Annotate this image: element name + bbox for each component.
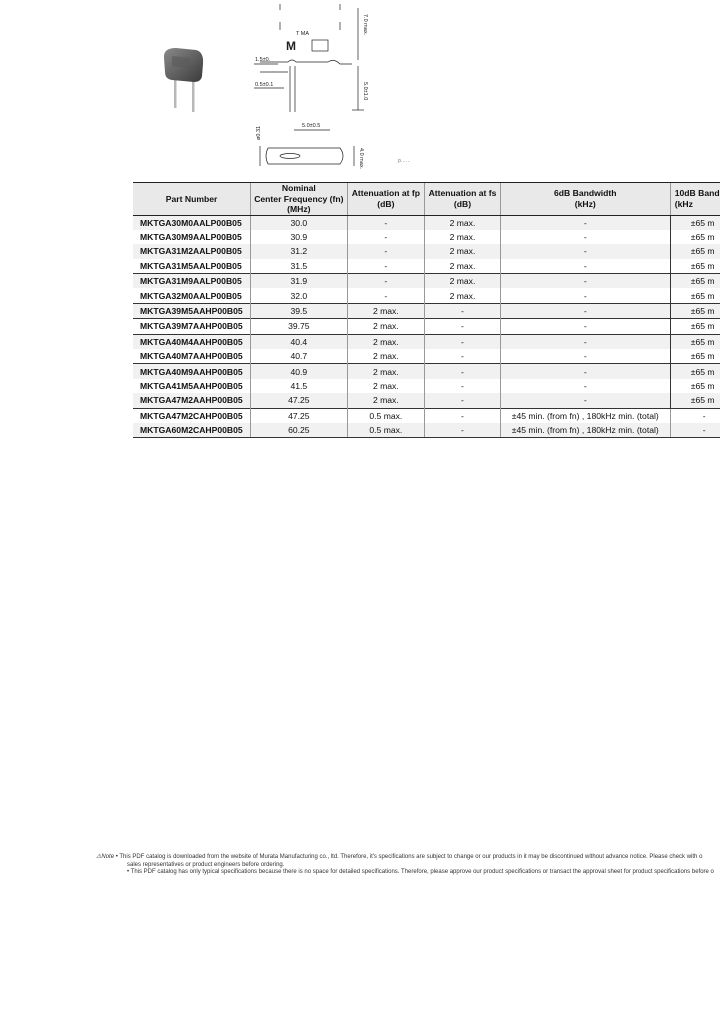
footer-notes <box>96 854 714 877</box>
bandwidth-10db-cell: ±65 m <box>670 349 720 364</box>
svg-text:M: M <box>286 39 296 53</box>
header-attenuation-fs: Attenuation at fs (dB) <box>425 183 501 216</box>
bandwidth-6db-cell: - <box>500 230 670 244</box>
table-row <box>133 303 720 318</box>
bandwidth-6db-cell: - <box>500 364 670 379</box>
frequency-cell: 31.2 <box>251 244 347 258</box>
table-row <box>133 393 720 408</box>
frequency-cell: 41.5 <box>251 379 347 393</box>
bandwidth-10db-cell: ±65 m <box>670 393 720 408</box>
attenuation-fp-cell: - <box>347 230 425 244</box>
table-row <box>133 423 720 438</box>
table-row <box>133 379 720 393</box>
frequency-cell: 32.0 <box>251 288 347 303</box>
part-number-cell: MKTGA41M5AAHP00B05 <box>140 380 243 391</box>
dim-depth: 4.0 max. <box>358 148 364 170</box>
frequency-cell: 47.25 <box>251 393 347 408</box>
attenuation-fp-cell: 2 max. <box>347 393 425 408</box>
part-number-cell: MKTGA39M7AAHP00B05 <box>133 319 251 334</box>
bandwidth-6db-cell: - <box>500 215 670 230</box>
bandwidth-10db-cell: ±65 m <box>670 319 720 334</box>
attenuation-fp-cell: 2 max. <box>347 364 425 379</box>
attenuation-fs-cell: - <box>425 319 501 334</box>
header-attenuation-fp: Attenuation at fp (dB) <box>347 183 425 216</box>
frequency-cell: 30.9 <box>251 230 347 244</box>
frequency-cell: 39.5 <box>251 303 347 318</box>
header-6db-bandwidth: 6dB Bandwidth (kHz) <box>500 183 670 216</box>
table-body <box>133 215 720 438</box>
bandwidth-6db-cell: - <box>500 274 670 289</box>
dim-height: 7.0 max. <box>362 14 368 36</box>
attenuation-fp-cell: 2 max. <box>347 379 425 393</box>
frequency-cell: 40.4 <box>251 334 347 349</box>
note-marker: ⚠Note <box>96 854 115 860</box>
attenuation-fs-cell: - <box>425 393 501 408</box>
attenuation-fp-cell: - <box>347 215 425 230</box>
attenuation-fp-cell: 0.5 max. <box>347 423 425 438</box>
attenuation-fs-cell: - <box>425 303 501 318</box>
part-number-cell: MKTGA31M5AALP00B05 <box>140 260 242 271</box>
attenuation-fs-cell: 2 max. <box>425 288 501 303</box>
attenuation-fs-cell: - <box>425 349 501 364</box>
part-number-cell: MKTGA31M2AALP00B05 <box>133 244 251 258</box>
marking-text: T MA <box>296 31 310 37</box>
table-row <box>133 334 720 349</box>
bandwidth-10db-cell: ±65 m <box>670 259 720 274</box>
bandwidth-6db-cell: - <box>500 288 670 303</box>
bandwidth-10db-cell: ±65 m <box>670 244 720 258</box>
part-number-cell: MKTGA31M9AALP00B05 <box>133 274 251 289</box>
bandwidth-10db-cell: ±65 m <box>670 303 720 318</box>
attenuation-fp-cell: 0.5 max. <box>347 408 425 423</box>
dim-lead-space: 1.5±0. <box>255 57 271 63</box>
bandwidth-6db-cell: - <box>500 319 670 334</box>
frequency-cell: 60.25 <box>251 423 347 438</box>
table-row <box>133 319 720 334</box>
table-row <box>133 408 720 423</box>
part-number-cell: MKTGA32M0AALP00B05 <box>140 290 242 301</box>
bandwidth-10db-cell: ±65 m <box>670 379 720 393</box>
attenuation-fs-cell: - <box>425 379 501 393</box>
attenuation-fs-cell: 2 max. <box>425 259 501 274</box>
bandwidth-10db-cell: ±65 m <box>670 230 720 244</box>
attenuation-fp-cell: - <box>347 274 425 289</box>
dimension-drawing <box>240 0 430 175</box>
dim-pitch: 5.0±0.5 <box>302 123 321 129</box>
bandwidth-10db-cell: ±65 m <box>670 364 720 379</box>
bandwidth-10db-cell: ±65 m <box>670 334 720 349</box>
part-number-cell: MKTGA30M9AALP00B05 <box>140 232 242 243</box>
bandwidth-10db-cell: - <box>670 408 720 423</box>
bandwidth-10db-cell: ±65 m <box>670 288 720 303</box>
part-number-cell: MKTGA47M2AAHP00B05 <box>133 393 251 408</box>
part-number-cell: MKTGA47M2CAHP00B05 <box>133 408 251 423</box>
bandwidth-10db-cell: ±65 m <box>670 215 720 230</box>
table-row <box>133 288 720 303</box>
part-number-cell: MKTGA40M4AAHP00B05 <box>133 334 251 349</box>
dim-lead-length: 5.0±1.0 <box>362 82 368 101</box>
part-number-cell: MKTGA40M9AAHP00B05 <box>133 364 251 379</box>
bandwidth-6db-cell: - <box>500 379 670 393</box>
bandwidth-6db-cell: - <box>500 244 670 258</box>
frequency-cell: 30.0 <box>251 215 347 230</box>
attenuation-fp-cell: - <box>347 244 425 258</box>
attenuation-fs-cell: 2 max. <box>425 215 501 230</box>
attenuation-fs-cell: - <box>425 423 501 438</box>
attenuation-fp-cell: 2 max. <box>347 303 425 318</box>
frequency-cell: 40.9 <box>251 364 347 379</box>
bandwidth-6db-cell: ±45 min. (from fn) , 180kHz min. (total) <box>500 423 670 438</box>
frequency-cell: 40.7 <box>251 349 347 364</box>
attenuation-fs-cell: - <box>425 334 501 349</box>
dim-thickness: ø0.31 <box>256 125 262 140</box>
frequency-cell: 47.25 <box>251 408 347 423</box>
part-number-cell: MKTGA30M0AALP00B05 <box>133 215 251 230</box>
part-number-cell: MKTGA40M7AAHP00B05 <box>140 351 243 362</box>
note-line-1: • This PDF catalog is downloaded from the website of Murata Manufacturing co., ltd. Therefore, it's specifications are subject to change or our products in it may be discontinued without advance notice. Please check with o <box>115 854 703 860</box>
frequency-cell: 39.75 <box>251 319 347 334</box>
dim-lead-dia: 0.5±0.1 <box>255 82 274 88</box>
bandwidth-6db-cell: - <box>500 303 670 318</box>
page-mark: p…… <box>398 158 411 164</box>
bandwidth-6db-cell: - <box>500 259 670 274</box>
attenuation-fs-cell: - <box>425 408 501 423</box>
bandwidth-6db-cell: ±45 min. (from fn) , 180kHz min. (total) <box>500 408 670 423</box>
attenuation-fs-cell: 2 max. <box>425 274 501 289</box>
attenuation-fs-cell: - <box>425 364 501 379</box>
attenuation-fp-cell: - <box>347 259 425 274</box>
header-center-frequency: Nominal Center Frequency (fn) (MHz) <box>251 183 347 216</box>
attenuation-fs-cell: 2 max. <box>425 244 501 258</box>
bandwidth-10db-cell: - <box>670 423 720 438</box>
header-part-number: Part Number <box>133 183 251 216</box>
part-number-cell: MKTGA60M2CAHP00B05 <box>133 423 251 438</box>
header-10db-bandwidth: 10dB Band (kHz <box>670 183 720 216</box>
attenuation-fp-cell: - <box>347 288 425 303</box>
attenuation-fp-cell: 2 max. <box>347 334 425 349</box>
bandwidth-6db-cell: - <box>500 334 670 349</box>
bandwidth-6db-cell: - <box>500 393 670 408</box>
table-header-row <box>133 183 720 216</box>
table-row <box>133 274 720 289</box>
frequency-cell: 31.5 <box>251 259 347 274</box>
table-row <box>133 230 720 244</box>
attenuation-fs-cell: 2 max. <box>425 230 501 244</box>
attenuation-fp-cell: 2 max. <box>347 319 425 334</box>
bandwidth-10db-cell: ±65 m <box>670 274 720 289</box>
attenuation-fp-cell: 2 max. <box>347 349 425 364</box>
table-row <box>133 349 720 364</box>
table-row <box>133 259 720 274</box>
component-photo <box>160 44 210 114</box>
part-number-cell: MKTGA39M5AAHP00B05 <box>133 303 251 318</box>
table-row <box>133 364 720 379</box>
frequency-cell: 31.9 <box>251 274 347 289</box>
note-line-2: sales representatives or product engineers before ordering. <box>127 861 285 868</box>
spec-table <box>133 182 720 438</box>
table-row <box>133 244 720 258</box>
note-line-3: • This PDF catalog has only typical specifications because there is no space for detailed specifications. Therefore, please approve our product specifications or transact the approval sheet for product specifications before o <box>127 869 714 876</box>
bandwidth-6db-cell: - <box>500 349 670 364</box>
table-row <box>133 215 720 230</box>
